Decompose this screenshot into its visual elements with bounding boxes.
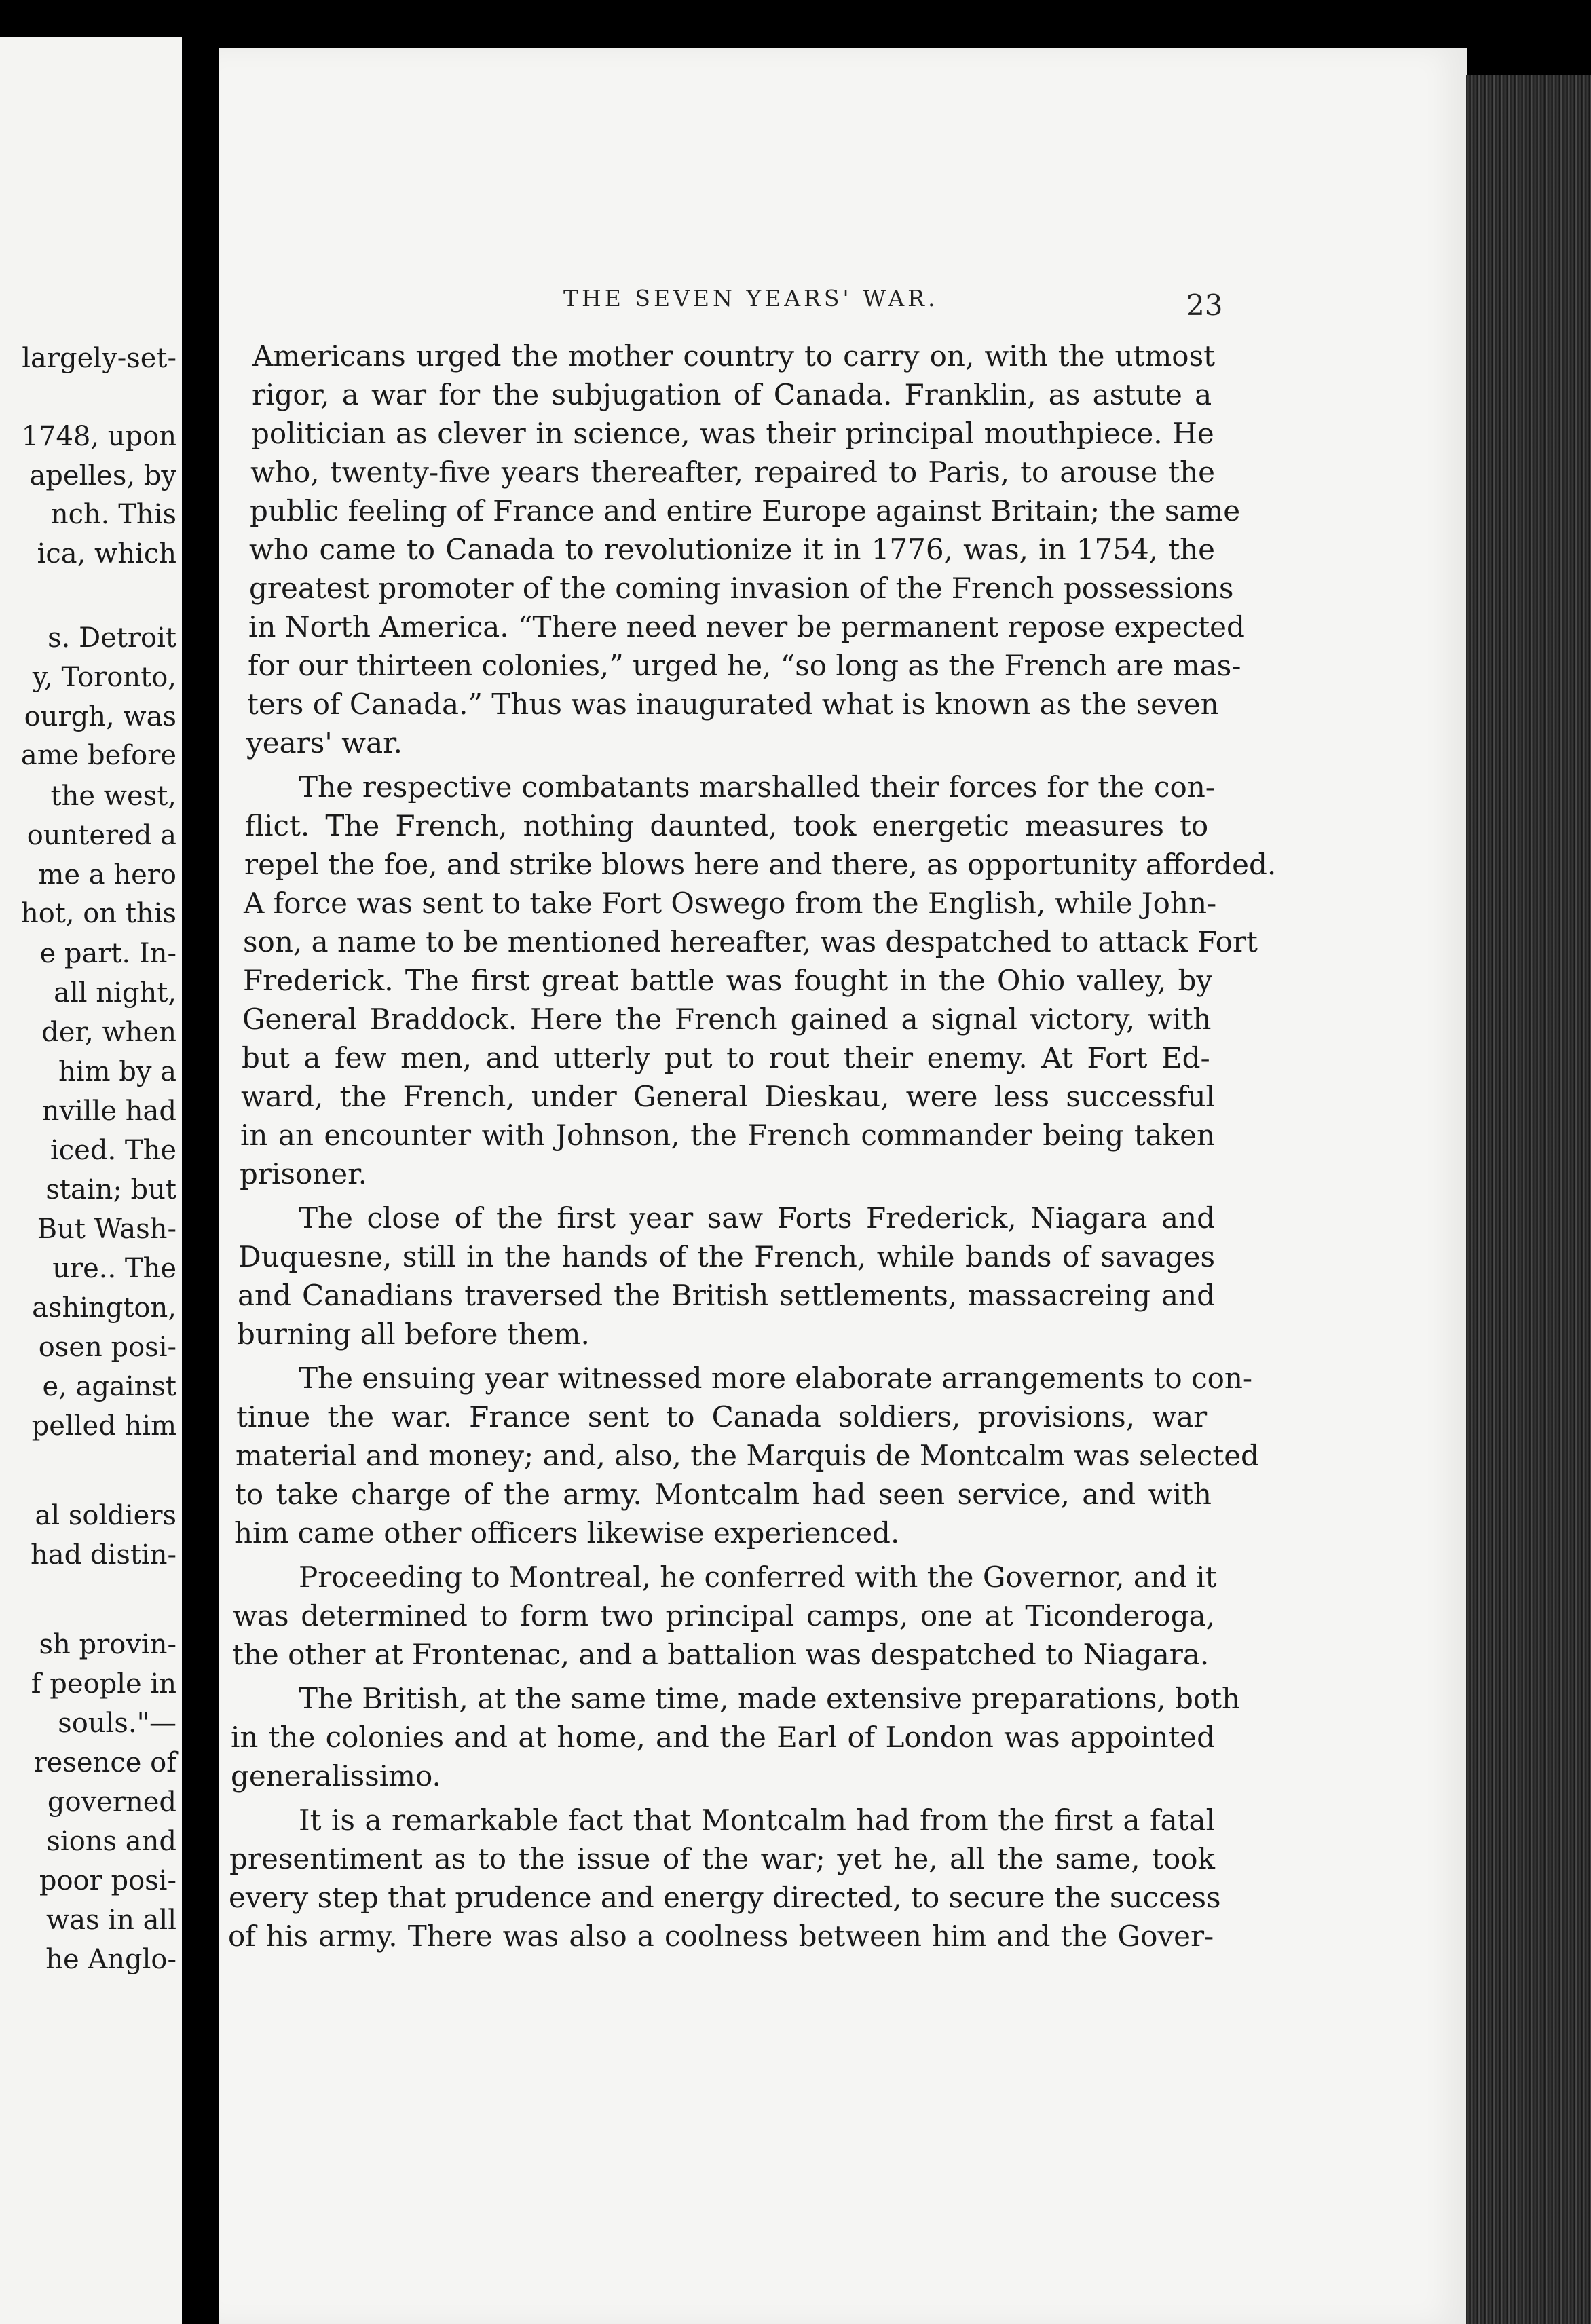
left-page-line: the west, <box>50 781 176 812</box>
body-line: prisoner. <box>240 1157 367 1191</box>
left-page-line: was in all <box>45 1905 176 1936</box>
body-line: The respective combatants marshalled their forces for the con- <box>299 770 1215 804</box>
page-number: 23 <box>1186 288 1223 322</box>
left-page-line: hot, on this <box>20 898 176 929</box>
left-page-line: me a hero <box>38 859 176 891</box>
body-line: politician as clever in science, was their principal mouthpiece. He <box>251 417 1214 450</box>
body-line: ward, the French, under General Dieskau, were less successful <box>241 1080 1215 1113</box>
left-page-line: ica, which <box>37 538 176 569</box>
left-page-line: nch. This <box>50 499 176 530</box>
left-page-line: stain; but <box>45 1174 176 1205</box>
body-line: repel the foe, and strike blows here and there, as opportunity afforded. <box>244 848 1277 881</box>
left-page-line: ourgh, was <box>24 701 176 732</box>
left-page-line: e, against <box>42 1371 176 1402</box>
left-page-line: ame before <box>20 740 176 771</box>
left-page-line: poor posi- <box>39 1865 176 1896</box>
body-line: in an encounter with Johnson, the French commander being taken <box>240 1119 1215 1152</box>
body-line: rigor, a war for the subjugation of Canada. Franklin, as astute a <box>252 378 1212 411</box>
left-page-line: y, Toronto, <box>32 662 176 693</box>
body-line: who, twenty-five years thereafter, repaired to Paris, to arouse the <box>250 455 1215 489</box>
left-page-line: iced. The <box>50 1135 176 1166</box>
left-page-line: him by a <box>58 1056 176 1087</box>
body-line: who came to Canada to revolutionize it in 1776, was, in 1754, the <box>249 533 1215 566</box>
left-page-line: governed <box>47 1786 176 1818</box>
left-page-line: But Wash- <box>37 1214 176 1245</box>
left-page-line: der, when <box>41 1017 176 1048</box>
book-page-edges <box>1466 75 1591 2324</box>
body-line: of his army. There was also a coolness between him and the Gover- <box>228 1919 1214 1953</box>
body-line: Frederick. The first great battle was fought in the Ohio valley, by <box>243 964 1213 997</box>
left-page-fragment <box>0 37 182 2324</box>
body-line: in North America. “There need never be permanent repose expected <box>248 610 1245 643</box>
left-page-line: nville had <box>41 1095 176 1127</box>
body-line: It is a remarkable fact that Montcalm had from the first a fatal <box>299 1803 1215 1837</box>
left-page-line: e part. In- <box>39 938 176 969</box>
body-line: presentiment as to the issue of the war; yet he, all the same, took <box>229 1842 1215 1875</box>
left-page-line: 1748, upon <box>21 421 176 452</box>
body-line: ters of Canada.” Thus was inaugurated what is known as the seven <box>247 688 1219 721</box>
left-page-line: osen posi- <box>38 1332 176 1363</box>
running-title: THE SEVEN YEARS' WAR. <box>563 285 939 312</box>
body-line: generalissimo. <box>231 1759 441 1793</box>
body-line: but a few men, and utterly put to rout their enemy. At Fort Ed- <box>242 1041 1210 1074</box>
left-page-line: ure.. The <box>52 1253 176 1284</box>
left-page-line: sh provin- <box>39 1629 176 1660</box>
left-page-line: souls."— <box>58 1708 176 1739</box>
left-page-line: he Anglo- <box>45 1944 176 1975</box>
body-line: General Braddock. Here the French gained a signal victory, with <box>242 1002 1212 1036</box>
left-page-line: sions and <box>46 1826 176 1857</box>
body-line: tinue the war. France sent to Canada soldiers, provisions, war <box>236 1400 1208 1433</box>
body-line: son, a name to be mentioned hereafter, was despatched to attack Fort <box>243 925 1258 958</box>
body-line: years' war. <box>246 726 403 760</box>
left-page-line: s. Detroit <box>48 622 176 654</box>
left-page-line: pelled him <box>31 1410 176 1442</box>
body-line: burning all before them. <box>237 1317 590 1351</box>
left-page-line: resence of <box>33 1747 176 1778</box>
body-line: flict. The French, nothing daunted, took energetic measures to <box>245 809 1209 842</box>
body-line: material and money; and, also, the Marquis de Montcalm was selected <box>236 1439 1259 1472</box>
body-line: and Canadians traversed the British settlements, massacreing and <box>238 1279 1215 1312</box>
body-line: Duquesne, still in the hands of the French, while bands of savages <box>238 1240 1215 1273</box>
left-page-line: had distin- <box>31 1539 176 1571</box>
left-page-line: ashington, <box>32 1292 176 1324</box>
body-line: the other at Frontenac, and a battalion was despatched to Niagara. <box>232 1638 1210 1671</box>
body-line: public feeling of France and entire Europe against Britain; the same <box>250 494 1241 527</box>
left-page-line: largely-set- <box>22 343 176 374</box>
body-line: The close of the first year saw Forts Frederick, Niagara and <box>299 1201 1215 1235</box>
body-line: greatest promoter of the coming invasion of the French possessions <box>249 571 1234 605</box>
body-line: Proceeding to Montreal, he conferred with the Governor, and it <box>299 1560 1217 1594</box>
body-line: The British, at the same time, made extensive preparations, both <box>299 1682 1241 1715</box>
body-line: every step that prudence and energy directed, to secure the success <box>229 1881 1221 1914</box>
body-line: was determined to form two principal camps, one at Ticonderoga, <box>233 1599 1215 1632</box>
left-page-line: ountered a <box>26 820 176 851</box>
left-page-line: apelles, by <box>29 460 176 491</box>
left-page-line: f people in <box>31 1668 176 1700</box>
body-line: him came other officers likewise experienced. <box>234 1516 900 1550</box>
body-line: for our thirteen colonies,” urged he, “so long as the French are mas- <box>248 649 1241 682</box>
body-line: Americans urged the mother country to carry on, with the utmost <box>252 339 1215 373</box>
body-line: to take charge of the army. Montcalm had seen service, and with <box>235 1478 1212 1511</box>
left-page-line: all night, <box>54 977 176 1009</box>
body-line: The ensuing year witnessed more elaborate arrangements to con- <box>299 1362 1253 1395</box>
body-line: in the colonies and at home, and the Earl of London was appointed <box>231 1721 1215 1754</box>
left-page-line: al soldiers <box>35 1500 176 1531</box>
body-line: A force was sent to take Fort Oswego from the English, while John- <box>244 886 1217 920</box>
